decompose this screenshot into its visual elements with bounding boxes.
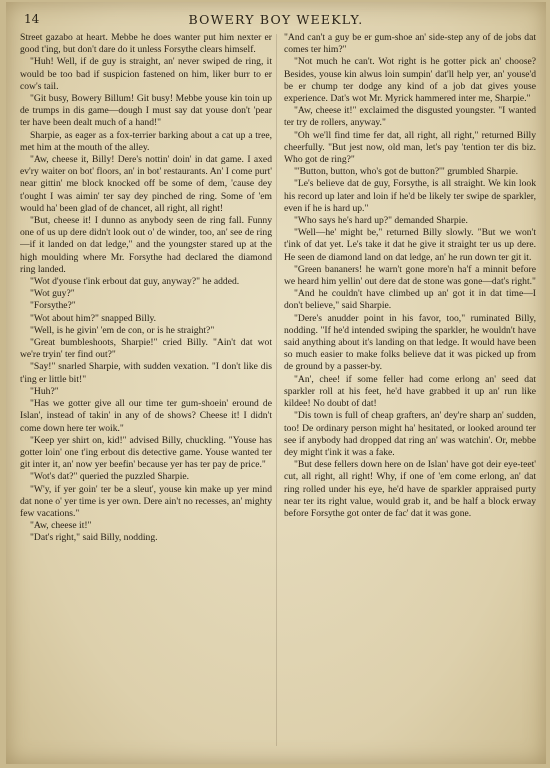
running-title: BOWERY BOY WEEKLY. [188, 12, 364, 27]
paragraph: "Aw, cheese it!" exclaimed the disgusted youngster. "I wanted ter try de rollers, anyway." [284, 105, 536, 129]
paragraph: "Le's believe dat de guy, Forsythe, is all straight. We kin look his record up later and loin if he'd be likely ter swipe de sparkler, even if he is hard up." [284, 178, 536, 214]
paragraph: "Well—he' might be," returned Billy slowly. "But we won't t'ink of dat yet. Le's take it dat he give it straight ter us up dere. He seen de diamond land on dat ledge, an' he run down ter git it. [284, 227, 536, 263]
paragraph: "Wot guy?" [30, 288, 75, 300]
paragraph: "Aw, cheese it, Billy! Dere's nottin' doin' in dat game. I axed ev'ry waiter on bot' floors, an' in bot' restaurants. An' I come purt' near gittin' me block knocked off be some of dem, 'cause dey t'ought I was aimin' ter say dey pinched de ring. Some of 'em would ha' been glad of de chancet, all right, all right! [20, 154, 272, 214]
paragraph: "W'y, if yer goin' ter be a sleut', youse kin make up yer mind dat none o' yer time is yer own. Dere ain't no recesses, an' mighty few vacations." [20, 483, 272, 519]
paragraph: "But, cheese it! I dunno as anybody seen de ring fall. Funny one of us up dere didn't look out o' de winder, too, an' see de ring—if it landed on dat ledge," and the youngster stared up at the high moulding where Mr. Forsythe had declared the diamond ring landed. [20, 215, 272, 275]
paragraph: "Forsythe?" [30, 300, 76, 312]
paragraph: "Well, is he givin' 'em de con, or is he straight?" [30, 324, 215, 336]
paragraph: "Not much he can't. Wot right is he gotter pick an' choose? Besides, youse kin alwus loin sumpin' dat'll help yer, an' youse'd be er chump ter dodge any kind of a job dat gives youse experience. Dat's wot Mr. Myrick hammered inter me, Sharpie." [284, 56, 536, 105]
page-header [20, 12, 532, 30]
paragraph: "An', chee! if some feller had come erlong an' seed dat sparkler roll at his feet, he'd have grabbed it up an' run like kildee! No doubt of dat! [284, 373, 536, 410]
paragraph: Sharpie, as eager as a fox-terrier barking about a cat up a tree, met him at the mouth of the alley. [20, 129, 272, 153]
left-column [20, 32, 272, 750]
paragraph: "Dat's right," said Billy, nodding. [30, 532, 158, 544]
paragraph: "Wot about him?" snapped Billy. [30, 312, 157, 324]
paragraph: "But dese fellers down here on de Islan' have got deir eye-teet' cut, all right, all right! Why, if one of 'em come erlong, an' dat ring rolled under his eye, he'd have de sparkler appraised purty near ter its right value, would grab it, and be half a block erway before Forsythe got onter de fac' dat it was gone. [284, 459, 536, 519]
paragraph: "'Button, button, who's got de button?'" grumbled Sharpie. [294, 166, 519, 178]
paragraph: "Git busy, Bowery Billum! Git busy! Mebbe youse kin toin up de trumps in dis game—dough I must say dat youse don't 'pear ter have been dealt much of a hand!" [20, 93, 272, 129]
paragraph: "Dere's anudder point in his favor, too," ruminated Billy, nodding. "If he'd intended swiping the sparkler, he wouldn't have said anything about it's landing on that ledge. It would have been so much easier to make folks believe dat it was picked up from de ground by a passer-by. [284, 312, 536, 373]
paragraph: "Green bananers! he warn't gone more'n ha'f a minnit before we heard him yellin' out dere dat de stone was gone—dat's right." [284, 263, 536, 288]
magazine-page [6, 2, 546, 764]
paragraph: "Huh?" [30, 385, 59, 397]
paragraph: "Great bumbleshoots, Sharpie!" cried Billy. "Ain't dat wot we're tryin' ter find out?" [20, 337, 272, 361]
paragraph: "Huh! Well, if de guy is straight, an' never swiped de ring, it would be too bad if suspicion fastened on him, liker burr to er cow's tail. [20, 56, 272, 92]
paragraph: "Has we gotter give all our time ter gum-shoein' eround de Islan', instead of takin' in any of de shows? Cheese it! I didn't come down here ter woik." [20, 398, 272, 434]
paragraph: "Keep yer shirt on, kid!" advised Billy, chuckling. "Youse has gotter loin' one t'ing erbout dis detective game. Youse wanted ter git inter it, an' now yer beefin' because yer has ter pay de price." [20, 434, 272, 471]
paragraph: "Aw, cheese it!" [30, 520, 92, 532]
paragraph: "And he couldn't have climbed up an' got it in dat time—I don't believe," said Sharpie. [284, 288, 536, 312]
paragraph: "Dis town is full of cheap grafters, an' dey're sharp an' sudden, too! De ordinary person might ha' hesitated, or looked around ter see if anybody had dropped dat ring an' was watchin'. Or, mebbe dey might t'ink it was a fake. [284, 410, 536, 458]
paragraph: Street gazabo at heart. Mebbe he does wanter put him nexter er good t'ing, but don't dare do it unless Forsythe clears himself. [20, 32, 272, 56]
page-number: 14 [24, 12, 40, 26]
right-column [284, 32, 536, 750]
paragraph: "Oh we'll find time fer dat, all right, all right," returned Billy cheerfully. "But jest now, old man, let's pay 'tention ter dis biz. Who got de ring?" [284, 129, 536, 166]
paragraph: "And can't a guy be er gum-shoe an' side-step any of de jobs dat comes ter him?" [284, 32, 536, 56]
text-columns [20, 32, 536, 750]
paragraph: "Who says he's hard up?" demanded Sharpie. [294, 215, 468, 227]
paragraph: "Wot's dat?" queried the puzzled Sharpie. [30, 471, 190, 483]
paragraph: "Wot d'youse t'ink erbout dat guy, anyway?" he added. [30, 276, 240, 288]
paragraph: "Say!" snarled Sharpie, with sudden vexation. "I don't like dis t'ing er little bit!" [20, 361, 272, 385]
